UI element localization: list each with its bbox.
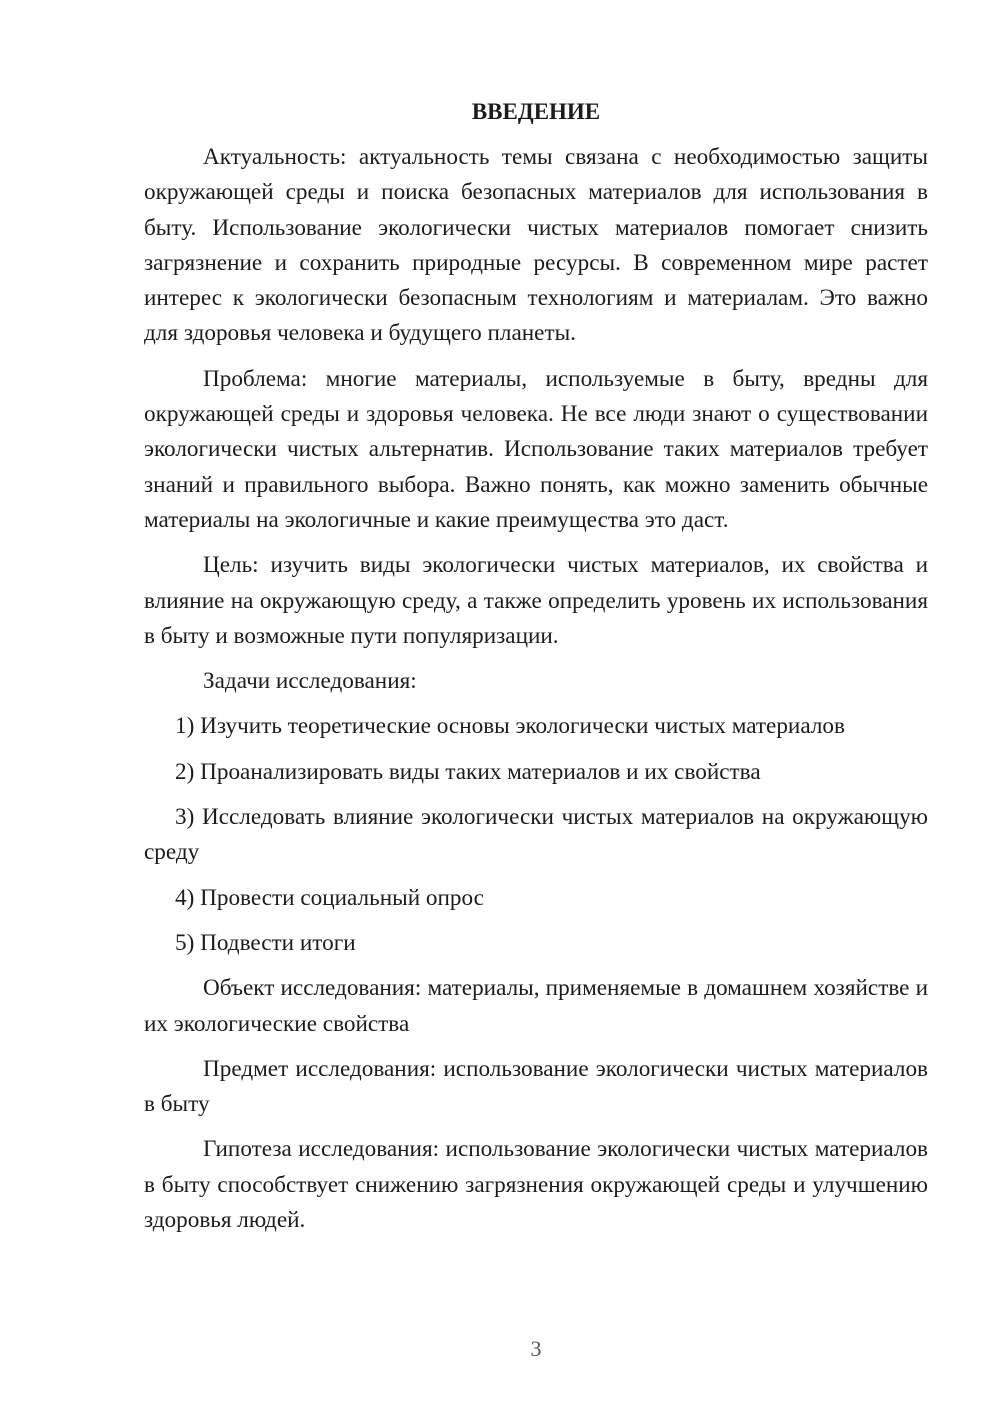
tasks-title: Задачи исследования: bbox=[203, 668, 417, 695]
hypothesis-paragraph: Гипотеза исследования: использование экологически чистых материалов в быту способствует снижению загрязнения окружающей среды и улучшению здоровья людей. bbox=[144, 1136, 928, 1234]
task-item: 2) Проанализировать виды таких материалов и их свойства bbox=[175, 758, 761, 785]
relevance-paragraph: Актуальность: актуальность темы связана с необходимостью защиты окружающей среды и поиска безопасных материалов для использования в быту. Использование экологически чистых материалов помогает снизить загрязнение и сохранить природные ресурсы. В современном мире растет интерес к экологически безопасным технологиям и материалам. Это важно для здоровья человека и будущего планеты. bbox=[144, 144, 928, 347]
goal-paragraph: Цель: изучить виды экологически чистых материалов, их свойства и влияние на окружающую среду, а также определить уровень их использования в быту и возможные пути популяризации. bbox=[144, 552, 928, 649]
page-content bbox=[144, 94, 928, 1248]
problem-paragraph: Проблема: многие материалы, используемые в быту, вредны для окружающей среды и здоровья человека. Не все люди знают о существовании экологически чистых альтернатив. Использование таких материалов требует знаний и правильного выбора. Важно понять, как можно заменить обычные материалы на экологичные и какие преимущества это даст. bbox=[144, 365, 928, 533]
subject-paragraph: Предмет исследования: использование экологически чистых материалов в быту bbox=[144, 1055, 928, 1118]
task-item: 4) Провести социальный опрос bbox=[175, 884, 484, 911]
task-item: 5) Подвести итоги bbox=[175, 929, 356, 956]
task-item: 1) Изучить теоретические основы экологически чистых материалов bbox=[175, 713, 845, 740]
page-title: ВВЕДЕНИЕ bbox=[471, 99, 601, 124]
page-number: 3 bbox=[530, 1336, 542, 1361]
object-paragraph: Объект исследования: материалы, применяемые в домашнем хозяйстве и их экологические свойства bbox=[144, 975, 928, 1037]
task-item: 3) Исследовать влияние экологически чистых материалов на окружающую среду bbox=[144, 804, 928, 866]
